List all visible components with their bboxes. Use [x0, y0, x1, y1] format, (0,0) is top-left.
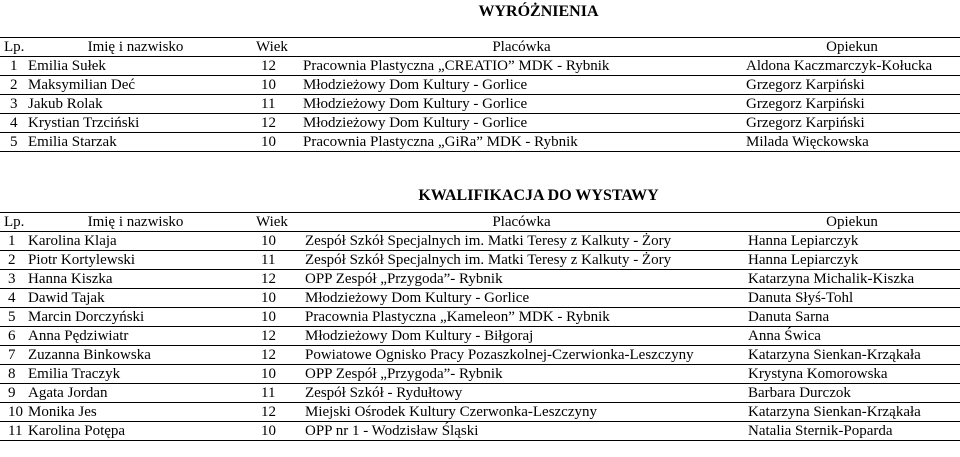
row-number: 4 [0, 289, 26, 308]
table-row [0, 57, 960, 76]
table-header-row [0, 213, 960, 232]
guardian-name: Anna Świca [744, 327, 960, 346]
participant-age: 12 [245, 346, 299, 365]
participant-age: 12 [245, 57, 299, 76]
guardian-name: Katarzyna Sienkan-Krząkała [744, 346, 960, 365]
institution: OPP Zespół „Przygoda”- Rybnik [299, 365, 744, 384]
institution: Zespół Szkół Specjalnych im. Matki Teresy z Kalkuty - Żory [299, 251, 744, 270]
header-guardian: Opiekun [744, 213, 960, 232]
table-header-row [0, 38, 960, 57]
participant-name: Maksymilian Deć [26, 76, 245, 95]
participant-age: 12 [245, 114, 299, 133]
table-row [0, 232, 960, 251]
table-row [0, 422, 960, 441]
header-place: Placówka [299, 213, 744, 232]
participant-name: Emilia Starzak [26, 133, 245, 152]
guardian-name: Katarzyna Sienkan-Krząkała [744, 403, 960, 422]
table-row [0, 95, 960, 114]
participant-name: Karolina Klaja [26, 232, 245, 251]
institution: Pracownia Plastyczna „GiRa” MDK - Rybnik [299, 133, 744, 152]
awards-table [0, 37, 960, 152]
participant-name: Agata Jordan [26, 384, 245, 403]
participant-name: Piotr Kortylewski [26, 251, 245, 270]
institution: Miejski Ośrodek Kultury Czerwonka-Leszczyny [299, 403, 744, 422]
row-number: 5 [0, 133, 26, 152]
row-number: 2 [0, 76, 26, 95]
header-place: Placówka [299, 38, 744, 57]
participant-age: 10 [245, 422, 299, 441]
section-title-awards: WYRÓŻNIENIA [478, 3, 599, 20]
participant-age: 12 [245, 327, 299, 346]
participant-name: Jakub Rolak [26, 95, 245, 114]
row-number: 10 [0, 403, 26, 422]
participant-age: 12 [245, 270, 299, 289]
guardian-name: Grzegorz Karpiński [744, 114, 960, 133]
institution: Młodzieżowy Dom Kultury - Gorlice [299, 76, 744, 95]
table-row [0, 346, 960, 365]
guardian-name: Barbara Durczok [744, 384, 960, 403]
row-number: 4 [0, 114, 26, 133]
participant-name: Marcin Dorczyński [26, 308, 245, 327]
participant-age: 10 [245, 289, 299, 308]
participant-name: Karolina Potępa [26, 422, 245, 441]
institution: Młodzieżowy Dom Kultury - Biłgoraj [299, 327, 744, 346]
header-guardian: Opiekun [744, 38, 960, 57]
institution: Młodzieżowy Dom Kultury - Gorlice [299, 95, 744, 114]
participant-age: 11 [245, 384, 299, 403]
guardian-name: Hanna Lepiarczyk [744, 251, 960, 270]
guardian-name: Aldona Kaczmarczyk-Kołucka [744, 57, 960, 76]
row-number: 11 [0, 422, 26, 441]
institution: Młodzieżowy Dom Kultury - Gorlice [299, 114, 744, 133]
table-row [0, 327, 960, 346]
header-name: Imię i nazwisko [26, 213, 245, 232]
row-number: 1 [0, 57, 26, 76]
participant-name: Emilia Traczyk [26, 365, 245, 384]
header-name: Imię i nazwisko [26, 38, 245, 57]
institution: OPP Zespół „Przygoda”- Rybnik [299, 270, 744, 289]
guardian-name: Grzegorz Karpiński [744, 76, 960, 95]
participant-name: Monika Jes [26, 403, 245, 422]
guardian-name: Katarzyna Michalik-Kiszka [744, 270, 960, 289]
institution: Zespół Szkół - Rydułtowy [299, 384, 744, 403]
row-number: 8 [0, 365, 26, 384]
institution: Pracownia Plastyczna „Kameleon” MDK - Rybnik [299, 308, 744, 327]
table-row [0, 289, 960, 308]
participant-name: Zuzanna Binkowska [26, 346, 245, 365]
participant-age: 10 [245, 308, 299, 327]
guardian-name: Hanna Lepiarczyk [744, 232, 960, 251]
institution: Zespół Szkół Specjalnych im. Matki Teresy z Kalkuty - Żory [299, 232, 744, 251]
participant-age: 11 [245, 95, 299, 114]
table-row [0, 76, 960, 95]
table-row [0, 270, 960, 289]
row-number: 7 [0, 346, 26, 365]
participant-name: Hanna Kiszka [26, 270, 245, 289]
table-row [0, 133, 960, 152]
participant-age: 10 [245, 232, 299, 251]
table-row [0, 365, 960, 384]
row-number: 2 [0, 251, 26, 270]
participant-name: Dawid Tajak [26, 289, 245, 308]
participant-age: 10 [245, 76, 299, 95]
row-number: 5 [0, 308, 26, 327]
row-number: 1 [0, 232, 26, 251]
header-lp: Lp. [0, 38, 26, 57]
participant-name: Krystian Trzciński [26, 114, 245, 133]
guardian-name: Natalia Sternik-Poparda [744, 422, 960, 441]
guardian-name: Krystyna Komorowska [744, 365, 960, 384]
row-number: 3 [0, 270, 26, 289]
guardian-name: Danuta Słyś-Tohl [744, 289, 960, 308]
participant-age: 12 [245, 403, 299, 422]
participant-name: Emilia Sułek [26, 57, 245, 76]
table-row [0, 403, 960, 422]
row-number: 6 [0, 327, 26, 346]
institution: Powiatowe Ognisko Pracy Pozaszkolnej-Czerwionka-Leszczyny [299, 346, 744, 365]
section-title-exhibition: KWALIFIKACJA DO WYSTAWY [418, 187, 659, 204]
row-number: 9 [0, 384, 26, 403]
header-age: Wiek [245, 38, 299, 57]
guardian-name: Grzegorz Karpiński [744, 95, 960, 114]
guardian-name: Milada Więckowska [744, 133, 960, 152]
participant-age: 11 [245, 251, 299, 270]
row-number: 3 [0, 95, 26, 114]
header-lp: Lp. [0, 213, 26, 232]
table-row [0, 384, 960, 403]
guardian-name: Danuta Sarna [744, 308, 960, 327]
table-row [0, 114, 960, 133]
institution: Młodzieżowy Dom Kultury - Gorlice [299, 289, 744, 308]
participant-age: 10 [245, 365, 299, 384]
table-row [0, 308, 960, 327]
header-age: Wiek [245, 213, 299, 232]
participant-name: Anna Pędziwiatr [26, 327, 245, 346]
table-row [0, 251, 960, 270]
institution: Pracownia Plastyczna „CREATIO” MDK - Rybnik [299, 57, 744, 76]
institution: OPP nr 1 - Wodzisław Śląski [299, 422, 744, 441]
exhibition-table [0, 212, 960, 441]
participant-age: 10 [245, 133, 299, 152]
